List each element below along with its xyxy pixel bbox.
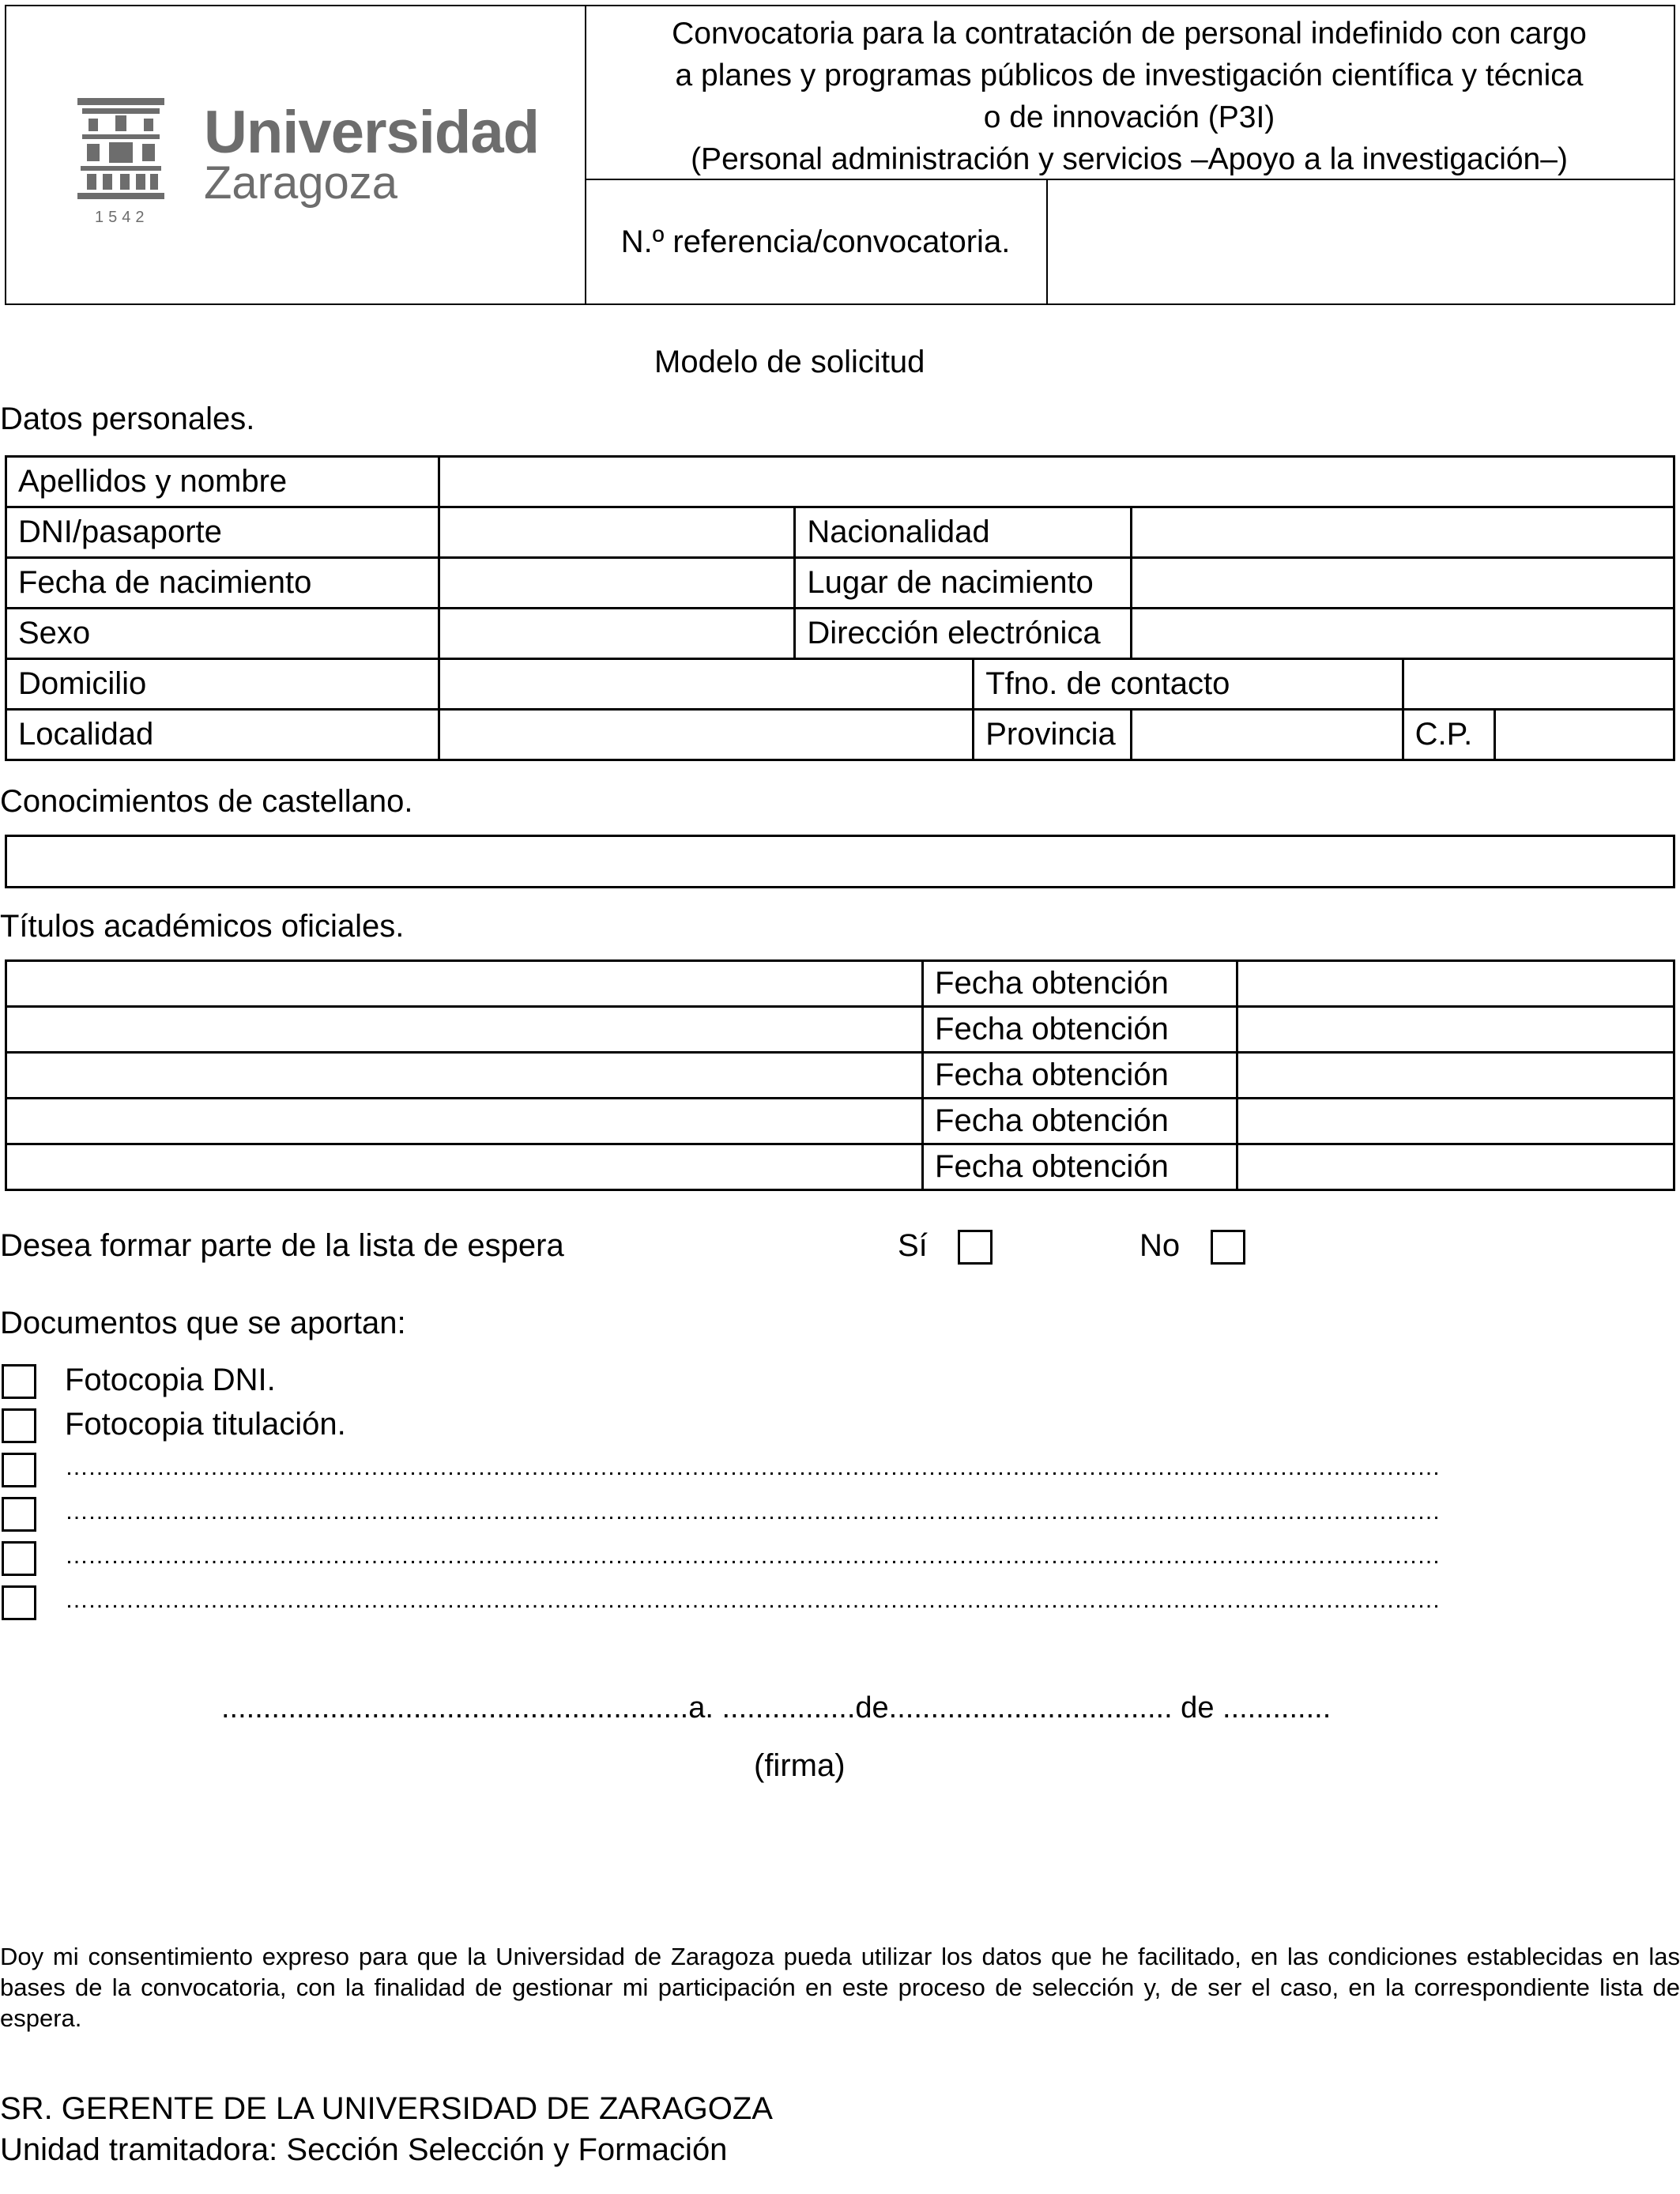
call-title-line: o de innovación (P3I) (983, 100, 1275, 134)
label-cp: C.P. (1403, 710, 1494, 760)
document-item: Fotocopia DNI. (65, 1363, 276, 1397)
titulo-field[interactable] (6, 961, 923, 1007)
fecha-nacimiento-field[interactable] (439, 558, 795, 609)
processing-unit: Unidad tramitadora: Sección Selección y Formación (0, 2132, 728, 2167)
fecha-obtencion-field[interactable] (1237, 1099, 1674, 1144)
document-checkbox[interactable] (2, 1453, 36, 1487)
document-item-blank[interactable]: ……………………………………………………………………………………………………………………………………………………………… (65, 1498, 1440, 1525)
waitlist-no-label: No (1139, 1228, 1181, 1263)
label-fecha-obtencion: Fecha obtención (923, 961, 1237, 1007)
titulos-table (5, 959, 1675, 1191)
table-row (6, 659, 1674, 710)
nacionalidad-field[interactable] (1132, 507, 1674, 558)
label-fecha-obtencion: Fecha obtención (923, 1144, 1237, 1190)
call-title-line: (Personal administración y servicios –Apoyo a la investigación–) (691, 142, 1568, 176)
fecha-obtencion-field[interactable] (1237, 1053, 1674, 1099)
form-title: Modelo de solicitud (654, 345, 925, 379)
fecha-obtencion-field[interactable] (1237, 1007, 1674, 1053)
titulo-field[interactable] (6, 1099, 923, 1144)
waitlist-yes-label: Sí (898, 1228, 928, 1263)
logo-year: 1542 (95, 209, 149, 226)
fecha-obtencion-field[interactable] (1237, 1144, 1674, 1190)
label-email: Dirección electrónica (795, 609, 1132, 659)
label-telefono: Tfno. de contacto (974, 659, 1403, 710)
call-title (585, 6, 1674, 180)
label-fecha-obtencion: Fecha obtención (923, 1007, 1237, 1053)
label-lugar-nacimiento: Lugar de nacimiento (795, 558, 1132, 609)
table-row (6, 1144, 1674, 1190)
email-field[interactable] (1132, 609, 1674, 659)
waitlist-question: Desea formar parte de la lista de espera (0, 1228, 564, 1263)
label-nacionalidad: Nacionalidad (795, 507, 1132, 558)
titulo-field[interactable] (6, 1007, 923, 1053)
table-row (6, 1007, 1674, 1053)
document-item-blank[interactable]: ……………………………………………………………………………………………………………………………………………………………… (65, 1454, 1440, 1480)
table-row (6, 710, 1674, 760)
label-fecha-obtencion: Fecha obtención (923, 1099, 1237, 1144)
section-castellano: Conocimientos de castellano. (0, 784, 413, 819)
lugar-nacimiento-field[interactable] (1132, 558, 1674, 609)
table-row (6, 558, 1674, 609)
label-fecha-obtencion: Fecha obtención (923, 1053, 1237, 1099)
domicilio-field[interactable] (439, 659, 974, 710)
reference-label: N.º referencia/convocatoria. (585, 180, 1048, 303)
logo-word-universidad: Universidad (204, 99, 540, 166)
document-item-blank[interactable]: ……………………………………………………………………………………………………………………………………………………………… (65, 1543, 1440, 1569)
call-title-line: a planes y programas públicos de investigación científica y técnica (675, 58, 1584, 92)
table-row (6, 507, 1674, 558)
localidad-field[interactable] (439, 710, 974, 760)
consent-text: Doy mi consentimiento expreso para que la Universidad de Zaragoza pueda utilizar los datos que he facilitado, en las condiciones establecidas en las bases de la convocatoria, con la finalidad de gestionar mi participación en este proceso de selección y, de ser el caso, en la correspondiente lista de espera. (0, 1943, 1680, 2032)
section-personal-data: Datos personales. (0, 401, 255, 436)
document-checkbox[interactable] (2, 1585, 36, 1620)
personal-data-table (5, 455, 1675, 761)
castellano-field[interactable] (5, 835, 1675, 888)
dni-field[interactable] (439, 507, 795, 558)
document-item: Fotocopia titulación. (65, 1407, 346, 1442)
titulo-field[interactable] (6, 1053, 923, 1099)
document-checkbox[interactable] (2, 1497, 36, 1532)
date-line[interactable]: ........................................................a. ................de.................................. de ............. (221, 1691, 1332, 1725)
logo-word-zaragoza: Zaragoza (204, 157, 398, 209)
document-checkbox[interactable] (2, 1364, 36, 1399)
section-documentos: Documentos que se aportan: (0, 1306, 406, 1340)
provincia-field[interactable] (1132, 710, 1403, 760)
label-dni: DNI/pasaporte (6, 507, 439, 558)
sexo-field[interactable] (439, 609, 795, 659)
titulo-field[interactable] (6, 1144, 923, 1190)
label-localidad: Localidad (6, 710, 439, 760)
label-fecha-nacimiento: Fecha de nacimiento (6, 558, 439, 609)
table-row (6, 1099, 1674, 1144)
reference-field[interactable] (1048, 180, 1674, 303)
cp-field[interactable] (1494, 710, 1674, 760)
table-row (6, 609, 1674, 659)
waitlist-yes-checkbox[interactable] (958, 1230, 993, 1265)
label-provincia: Provincia (974, 710, 1132, 760)
apellidos-field[interactable] (439, 457, 1674, 507)
table-row (6, 457, 1674, 507)
telefono-field[interactable] (1403, 659, 1674, 710)
logo-cell (6, 6, 586, 303)
signature-label: (firma) (754, 1748, 846, 1783)
table-row (6, 961, 1674, 1007)
recipient: SR. GERENTE DE LA UNIVERSIDAD DE ZARAGOZA (0, 2091, 773, 2126)
table-row (6, 1053, 1674, 1099)
university-seal-icon (77, 98, 164, 199)
call-title-line: Convocatoria para la contratación de personal indefinido con cargo (672, 17, 1587, 51)
fecha-obtencion-field[interactable] (1237, 961, 1674, 1007)
document-checkbox[interactable] (2, 1408, 36, 1443)
label-domicilio: Domicilio (6, 659, 439, 710)
document-checkbox[interactable] (2, 1541, 36, 1576)
label-apellidos: Apellidos y nombre (6, 457, 439, 507)
document-item-blank[interactable]: ……………………………………………………………………………………………………………………………………………………………… (65, 1587, 1440, 1613)
waitlist-no-checkbox[interactable] (1211, 1230, 1245, 1265)
label-sexo: Sexo (6, 609, 439, 659)
section-titulos: Títulos académicos oficiales. (0, 909, 405, 944)
form-header (5, 5, 1675, 305)
